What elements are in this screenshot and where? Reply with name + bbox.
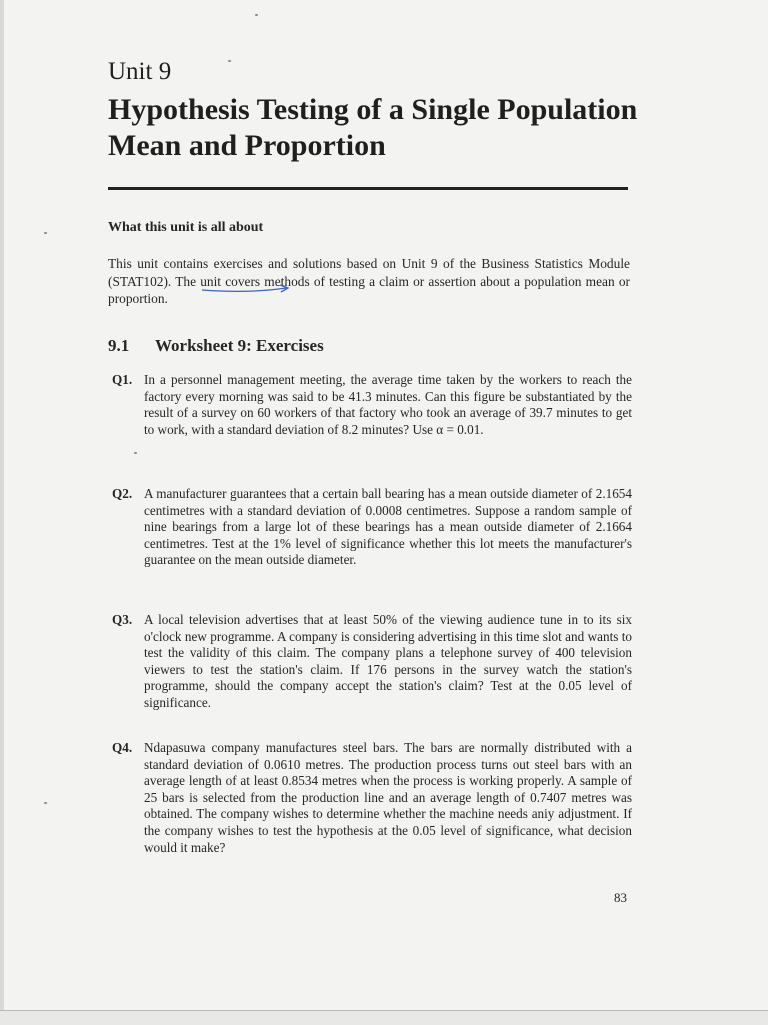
scan-left-edge [0,0,4,1024]
scan-bottom-edge [0,1010,768,1025]
page-number: 83 [614,890,627,905]
question-item [112,486,632,569]
scan-speck [44,232,47,234]
scan-speck [134,452,137,454]
section-number: 9.1 [108,336,130,355]
question-text: In a personnel management meeting, the average time taken by the workers to reach the factory every morning was said to be 41.3 minutes. Can this figure be substantiated by the result of a survey on 60 workers of that factory who took an average of 39.7 minutes to get to work, with a standard deviation of 8.2 minutes? Use α = 0.01. [144,372,632,437]
question-item [112,372,632,438]
unit-title: Hypothesis Testing of a Single Population Mean and Proportion [108,93,638,162]
question-label: Q4. [112,740,133,755]
about-paragraph: This unit contains exercises and solutions based on Unit 9 of the Business Statistics Module (STAT102). The unit covers methods of testing a claim or assertion about a population mean or proportion. [108,256,630,306]
question-item [112,740,632,856]
question-label: Q2. [112,486,133,501]
question-text: A local television advertises that at least 50% of the viewing audience tune in to its six o'clock new programme. A company is considering advertising in this time slot and wants to test the validity of this claim. The company plans a telephone survey of 400 television viewers to test the station's claim. If 176 persons in the survey watch the station's programme, should the company accept the station's claim? Test at the 0.05 level of significance. [144,612,632,710]
title-rule [108,187,628,190]
question-text: Ndapasuwa company manufactures steel bars. The bars are normally distributed with a standard deviation of 0.0610 metres. The production process turns out steel bars with an average length of at least 0.8534 metres when the process is working properly. A sample of 25 bars is selected from the production line and an average length of 0.7407 metres was obtained. The company wishes to determine whether the machine needs aniy adjustment. If the company wishes to test the hypothesis at the 0.05 level of significance, what decision would it make? [144,740,632,855]
question-item [112,612,632,712]
section-heading [108,336,324,356]
pen-arrow-annotation [200,283,300,295]
unit-label: Unit 9 [108,58,172,85]
scan-speck [255,14,258,16]
question-label: Q1. [112,372,133,387]
question-text: A manufacturer guarantees that a certain ball bearing has a mean outside diameter of 2.1654 centimetres with a standard deviation of 0.0008 centimetres. Suppose a random sample of nine bearings from a large lot of these bearings has a mean outside diameter of 2.1664 centimetres. Test at the 1% level of significance whether this lot meets the manufacturer's guarantee on the mean outside diameter. [144,486,632,568]
scan-speck [44,802,47,804]
question-label: Q3. [112,612,133,627]
about-heading: What this unit is all about [108,220,264,235]
scan-speck [228,60,231,62]
section-title: Worksheet 9: Exercises [155,336,324,355]
